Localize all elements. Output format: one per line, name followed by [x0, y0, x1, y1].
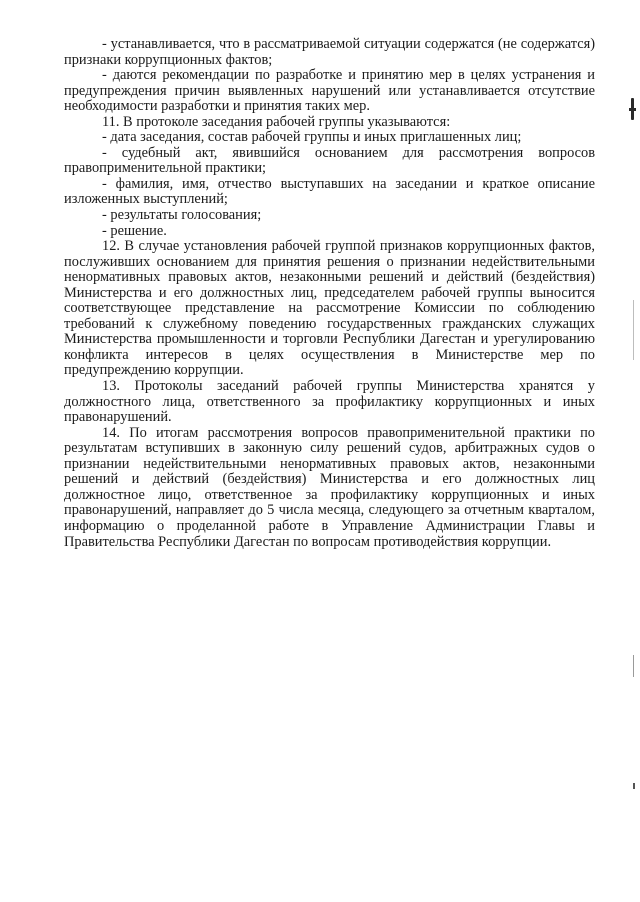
- list-item-meeting-date: - дата заседания, состав рабочей группы и иных приглашенных лиц;: [102, 129, 522, 146]
- list-item-corruption-facts: - устанавливается, что в рассматриваемой ситуации содержатся (не содержатся) признаки коррупционных фактов;: [64, 36, 595, 68]
- scan-artifact-line: [633, 300, 634, 360]
- clause-13: 13. Протоколы заседаний рабочей группы Министерства хранятся у должностного лица, ответственного за профилактику коррупционных и иных правонарушений.: [64, 378, 595, 426]
- document-body: [64, 37, 595, 550]
- list-item-decision: - решение.: [102, 222, 167, 239]
- list-item-court-act: - судебный акт, явившийся основанием для рассмотрения вопросов правоприменительной практики;: [64, 144, 595, 177]
- list-item-speakers: - фамилия, имя, отчество выступавших на заседании и краткое описание изложенных выступлений;: [64, 175, 595, 208]
- list-item-vote-results: - результаты голосования;: [102, 207, 262, 224]
- clause-12: 12. В случае установления рабочей группой признаков коррупционных фактов, послуживших основанием для принятия решения о признании недействительными ненормативных правовых актов, незаконными решений и действий (бездействия) Министерства и его должностных лиц, председателем рабочей группы выносится соответствующее представление на рассмотрение Комиссии по соблюдению требований к служебному поведению государственных гражданских служащих Министерства промышленности и торговли Республики Дагестан и урегулированию конфликта интересов в целях осуществления в Министерстве мер по предупреждению коррупции.: [64, 238, 595, 379]
- scan-artifact-mark: [629, 108, 636, 111]
- scan-artifact-line: [633, 655, 634, 677]
- clause-11-heading: 11. В протоколе заседания рабочей группы указываются:: [102, 113, 451, 130]
- clause-14: 14. По итогам рассмотрения вопросов правоприменительной практики по результатам вступивших в законную силу решений судов, арбитражных судов о признании недействительными ненормативных правовых актов, незаконными решений и действий (бездействия) Министерства и его должностных лиц должностное лицо, ответственное за профилактику коррупционных и иных правонарушений, направляет до 5 числа месяца, следующего за отчетным кварталом, информацию о проделанной работе в Управление Администрации Главы и Правительства Республики Дагестан по вопросам противодействия коррупции.: [64, 424, 595, 550]
- list-item-recommendations: - даются рекомендации по разработке и принятию мер в целях устранения и предупреждения причин выявленных нарушений или устанавливается отсутствие необходимости разработки и принятия таких мер.: [64, 67, 595, 115]
- scan-artifact-dot: [633, 783, 635, 789]
